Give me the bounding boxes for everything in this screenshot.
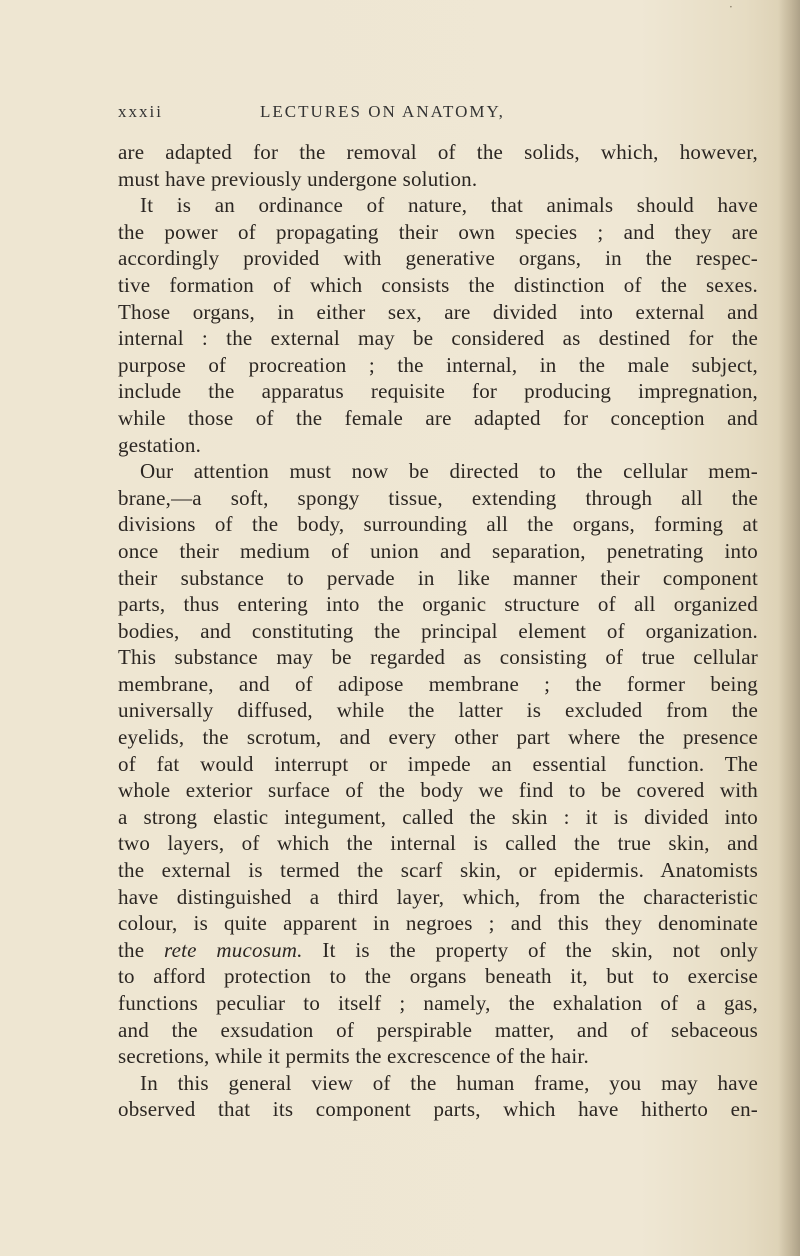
text-line: brane,—a soft, spongy tissue, extending through all the <box>118 485 758 510</box>
text-line: their substance to pervade in like manner their component <box>118 565 758 590</box>
page-edge-shadow <box>778 0 800 1256</box>
text-line: It is an ordinance of nature, that animals should have <box>140 193 758 218</box>
text-line: Our attention must now be directed to the cellular mem- <box>140 459 758 484</box>
text-line: internal : the external may be considered as destined for the <box>118 326 758 351</box>
text-line: tive formation of which consists the distinction of the sexes. <box>118 272 758 297</box>
text-line: include the apparatus requisite for producing impregnation, <box>118 379 758 404</box>
text-line: to afford protection to the organs beneath it, but to exercise <box>118 964 758 989</box>
page-number: xxxii <box>118 102 163 121</box>
text-line: universally diffused, while the latter is excluded from the <box>118 698 758 723</box>
text-line: eyelids, the scrotum, and every other part where the presence <box>118 725 758 750</box>
text-line: In this general view of the human frame, you may have <box>140 1070 758 1095</box>
text-line: parts, thus entering into the organic structure of all organized <box>118 592 758 617</box>
text-line: and the exsudation of perspirable matter, and of sebaceous <box>118 1017 758 1042</box>
text-line: colour, is quite apparent in negroes ; and this they denominate <box>118 911 758 936</box>
text-line: gestation. <box>118 432 202 457</box>
text-line: once their medium of union and separation, penetrating into <box>118 538 758 563</box>
text-line: accordingly provided with generative organs, in the respec- <box>118 246 758 271</box>
text-line: divisions of the body, surrounding all the organs, forming at <box>118 512 758 537</box>
body-text <box>118 139 758 1123</box>
text-line: have distinguished a third layer, which, from the characteristic <box>118 884 758 909</box>
italic-term: rete mucosum. <box>164 937 303 962</box>
text-line: whole exterior surface of the body we find to be covered with <box>118 778 758 803</box>
text-line: a strong elastic integument, called the skin : it is divided into <box>118 804 758 829</box>
text-fragment: the <box>118 937 165 962</box>
text-line-with-italic <box>118 937 758 964</box>
text-line: the power of propagating their own species ; and they are <box>118 219 758 244</box>
text-line: are adapted for the removal of the solids, which, however, <box>118 140 758 164</box>
text-line: purpose of procreation ; the internal, in the male subject, <box>118 352 758 377</box>
text-line: secretions, while it permits the excrescence of the hair. <box>118 1044 589 1069</box>
text-line: membrane, and of adipose membrane ; the former being <box>118 671 758 696</box>
text-line: the external is termed the scarf skin, or epidermis. Anatomists <box>118 858 758 883</box>
text-fragment: It is the property of the skin, not only <box>302 937 759 962</box>
ink-speck-mark: · <box>729 0 733 14</box>
text-line: two layers, of which the internal is called the true skin, and <box>118 831 758 856</box>
text-line: of fat would interrupt or impede an essential function. The <box>118 751 758 776</box>
text-line: bodies, and constituting the principal element of organization. <box>118 618 758 643</box>
text-line: while those of the female are adapted for conception and <box>118 405 758 430</box>
running-head <box>118 102 718 126</box>
text-line: This substance may be regarded as consisting of true cellular <box>118 645 758 670</box>
text-line: observed that its component parts, which have hitherto en- <box>118 1097 758 1122</box>
running-title: LECTURES ON ANATOMY, <box>260 102 505 121</box>
text-line: Those organs, in either sex, are divided into external and <box>118 299 758 324</box>
text-line: must have previously undergone solution. <box>118 166 478 191</box>
text-line: functions peculiar to itself ; namely, the exhalation of a gas, <box>118 991 758 1015</box>
